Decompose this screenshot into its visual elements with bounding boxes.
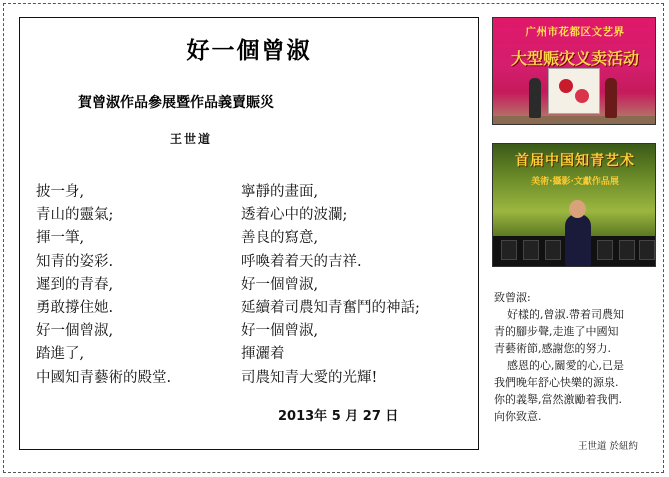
person-figure [605,78,617,118]
chair [639,240,655,260]
flower-blossom [575,89,589,103]
person-figure [529,78,541,118]
photo-banner-subtitle: 美術·攝影·文獻作品展 [531,177,619,187]
flower-painting [548,68,600,114]
photo-banner-title: 首届中国知青艺术 [515,153,635,169]
note-line: 青藝術節,感謝您的努力. [494,342,611,355]
stage-floor [493,116,655,124]
chair [523,240,539,260]
poem-line: 中國知青藝術的殿堂. [36,369,172,386]
chair [501,240,517,260]
photo-banner-heading: 大型赈灾义卖活动 [510,49,639,68]
poem-right-column [241,181,420,390]
flower-blossom [559,79,573,93]
poem-line: 踏進了, [36,346,85,363]
note-line: 你的義舉,當然激勵着我們. [494,393,622,406]
note-line: 好樣的,曾淑.帶着司農知 [507,308,624,321]
charity-sale-photo [492,17,656,125]
poem-panel [19,17,479,450]
poem-line: 司農知青大愛的光輝! [241,369,378,386]
poem-line: 遲到的青春, [36,276,114,293]
poem-title: 好一個曾淑 [186,38,312,64]
note-line: 感恩的心,關愛的心,已是 [507,359,624,372]
poem-line: 勇敢撐住她. [36,300,114,317]
chair [597,240,613,260]
poem-date: 2013年 5 月 27 日 [278,409,399,424]
chair [619,240,635,260]
poem-line: 延續着司農知青奮鬥的神話; [241,300,420,317]
artist-figure [565,214,591,266]
note-line: 青的腳步聲,走進了中國知 [494,325,619,338]
poem-line: 青山的靈氣; [36,207,114,224]
poem-line: 好一個曾淑, [241,323,319,340]
poem-subtitle: 賀曾淑作品參展暨作品義賣賑災 [78,95,274,111]
poem-line: 揮灑着 [241,346,285,363]
art-exhibition-photo [492,143,656,267]
poem-line: 知青的姿彩. [36,253,114,270]
note-line: 我們晚年舒心快樂的源泉. [494,376,619,389]
note-signature: 王世道 於紐約 [578,441,639,452]
artist-head [569,200,586,218]
poem-line: 披一身, [36,184,85,200]
chair [545,240,561,260]
poem-line: 善良的寫意, [241,230,319,247]
poem-line: 透着心中的波瀾; [241,207,348,224]
dedication-note [494,289,624,425]
poem-line: 好一個曾淑, [36,323,114,340]
note-greeting: 致曾淑: [494,291,531,304]
poem-line: 好一個曾淑, [241,276,319,293]
poem-left-column [36,181,171,390]
poem-line: 寧靜的畫面, [241,184,319,200]
poem-line: 揮一筆, [36,230,85,247]
poem-line: 呼喚着着天的吉祥. [241,253,362,270]
photo-banner-title: 广州市花都区文艺界 [525,26,625,38]
poem-author: 王世道 [170,132,213,146]
note-line: 向你致意. [494,410,542,423]
